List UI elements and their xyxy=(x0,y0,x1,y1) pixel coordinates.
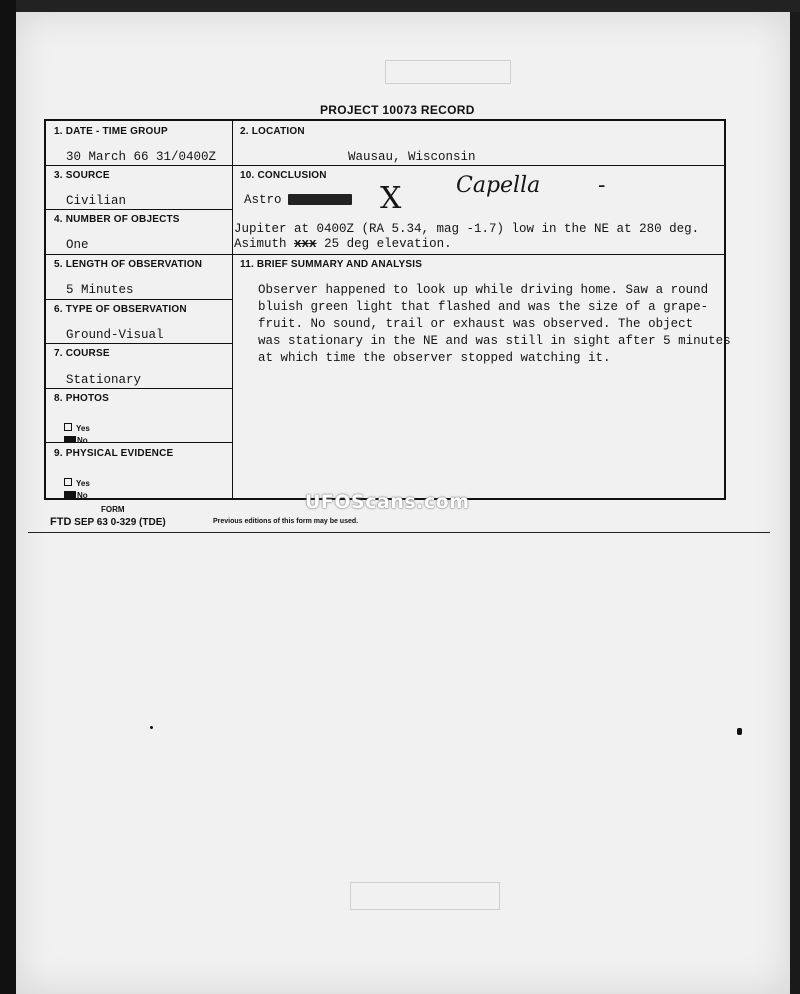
scan-speck xyxy=(150,726,153,729)
physical-evidence-no-option[interactable] xyxy=(64,485,88,503)
physical-evidence-no-label: No xyxy=(77,491,88,500)
date-time-label: 1. DATE - TIME GROUP xyxy=(54,126,168,137)
rule xyxy=(46,388,232,389)
length-of-observation-label: 5. LENGTH OF OBSERVATION xyxy=(54,259,203,270)
photos-label: 8. PHOTOS xyxy=(54,393,109,404)
rule xyxy=(232,254,724,255)
rule xyxy=(46,254,232,255)
date-time-value: 30 March 66 31/0400Z xyxy=(66,150,217,164)
conclusion-label: 10. CONCLUSION xyxy=(240,170,327,181)
conclusion-detail-line2-struck: xxx xyxy=(294,237,317,251)
ghost-stamp-top xyxy=(385,60,511,84)
summary-line: was stationary in the NE and was still in sight after 5 minutes xyxy=(258,334,731,348)
course-value: Stationary xyxy=(66,373,142,387)
conclusion-typed-text: Astro xyxy=(244,193,282,207)
rule xyxy=(46,299,232,300)
summary-line: Observer happened to look up while driving home. Saw a round xyxy=(258,283,709,297)
scan-left-edge xyxy=(0,0,16,994)
summary-text xyxy=(258,282,758,367)
conclusion-detail-line1: Jupiter at 0400Z (RA 5.34, mag -1.7) low in the NE at 280 deg. xyxy=(234,222,700,236)
conclusion-detail-line2-b: 25 deg elevation. xyxy=(324,237,452,251)
checkbox-marked-icon xyxy=(64,436,76,443)
location-label: 2. LOCATION xyxy=(240,126,305,137)
rule xyxy=(46,343,232,344)
rule xyxy=(232,165,724,166)
rule xyxy=(46,209,232,210)
summary-line: at which time the observer stopped watching it. xyxy=(258,351,611,365)
summary-line: fruit. No sound, trail or exhaust was observed. The object xyxy=(258,317,694,331)
footer-previous-note: Previous editions of this form may be used. xyxy=(213,518,359,525)
scan-top-edge xyxy=(0,0,800,12)
footer-form-id xyxy=(50,516,166,528)
watermark: UFOScans.com xyxy=(305,491,470,513)
type-of-observation-value: Ground-Visual xyxy=(66,328,164,342)
form-bottom-rule xyxy=(28,532,770,533)
number-of-objects-label: 4. NUMBER OF OBJECTS xyxy=(54,214,180,225)
rule xyxy=(46,165,232,166)
redaction-mark xyxy=(288,194,352,205)
page-title: PROJECT 10073 RECORD xyxy=(320,103,475,117)
source-value: Civilian xyxy=(66,194,127,208)
length-of-observation-value: 5 Minutes xyxy=(66,283,134,297)
summary-label: 11. BRIEF SUMMARY AND ANALYSIS xyxy=(240,259,423,270)
footer-form-number: SEP 63 0-329 (TDE) xyxy=(74,517,166,528)
record-form xyxy=(44,119,731,500)
source-label: 3. SOURCE xyxy=(54,170,110,181)
ghost-stamp-bottom xyxy=(350,882,500,910)
conclusion-handwritten-note: Capella xyxy=(456,173,541,198)
photos-yes-label: Yes xyxy=(76,424,90,433)
location-value: Wausau, Wisconsin xyxy=(348,150,476,164)
physical-evidence-yes-label: Yes xyxy=(76,479,90,488)
conclusion-typed xyxy=(244,193,358,207)
type-of-observation-label: 6. TYPE OF OBSERVATION xyxy=(54,304,187,315)
physical-evidence-label: 9. PHYSICAL EVIDENCE xyxy=(54,448,174,459)
course-label: 7. COURSE xyxy=(54,348,110,359)
form-column-divider xyxy=(232,121,233,498)
conclusion-detail-line2 xyxy=(234,237,452,251)
conclusion-handwritten-x: X xyxy=(380,181,402,216)
conclusion-detail-line2-a: Asimuth xyxy=(234,237,287,251)
summary-line: bluish green light that flashed and was the size of a grape- xyxy=(258,300,709,314)
scan-speck xyxy=(737,728,742,735)
photos-no-option[interactable] xyxy=(64,430,88,448)
footer-ftd: FTD xyxy=(50,516,72,528)
photos-no-label: No xyxy=(77,436,88,445)
conclusion-handwritten-dash: - xyxy=(598,173,606,198)
number-of-objects-value: One xyxy=(66,238,89,252)
checkbox-marked-icon xyxy=(64,491,76,498)
footer-form-word: FORM xyxy=(101,505,125,514)
